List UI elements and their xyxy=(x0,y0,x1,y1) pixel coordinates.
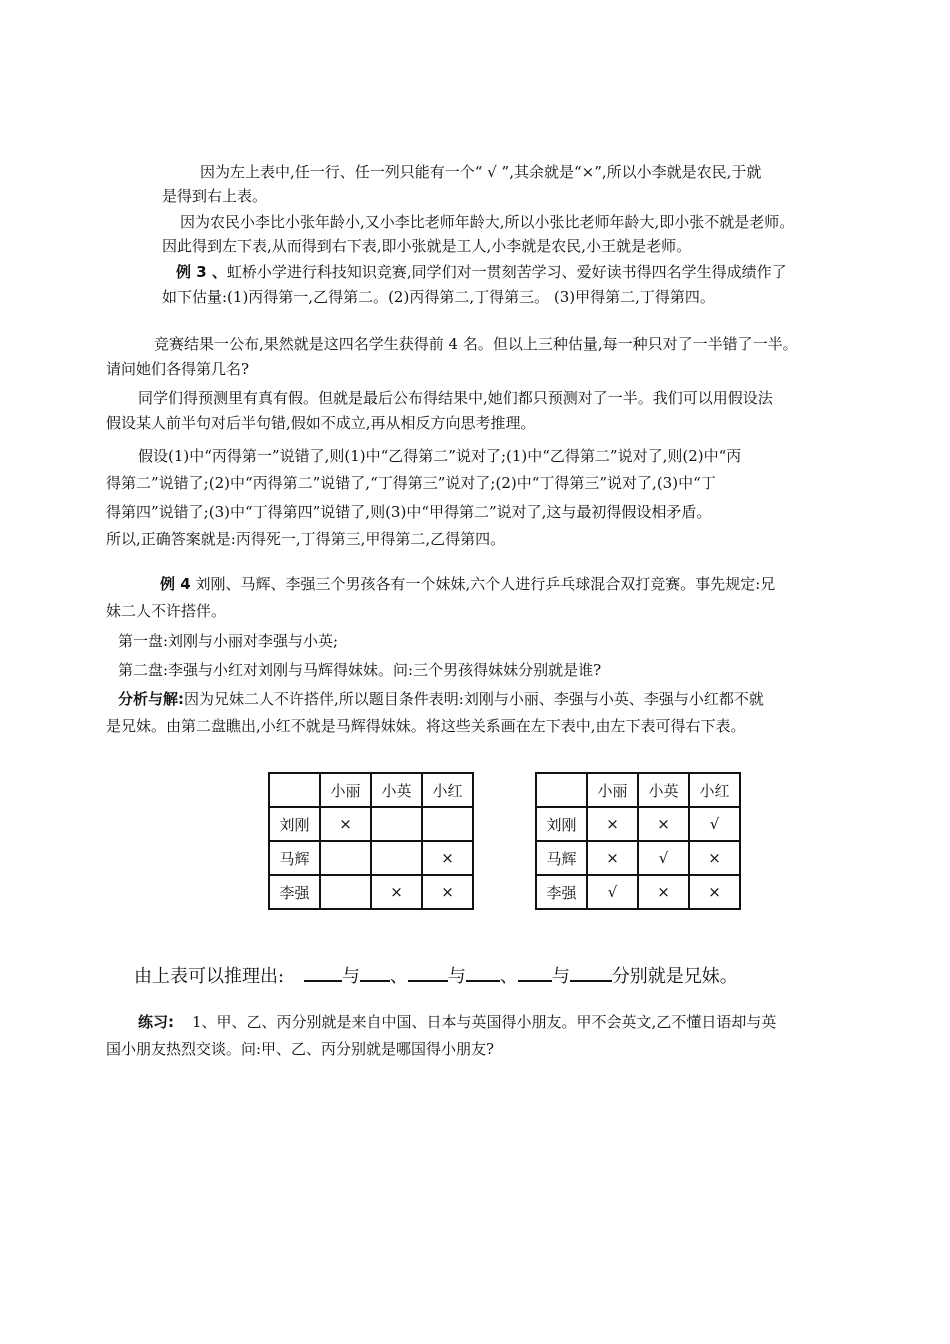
text-line: 1、甲、乙、丙分别就是来自中国、日本与英国得小朋友。甲不会英文,乙不懂日语却与英 xyxy=(192,1013,777,1031)
right-relation-table xyxy=(535,772,741,910)
analysis-line xyxy=(118,689,764,709)
game-1-text: 第一盘:刘刚与小丽对李强与小英; xyxy=(118,632,339,650)
table-cell: × xyxy=(587,807,638,841)
text-line: 所以,正确答案就是:丙得死一,丁得第三,甲得第二,乙得第四。 xyxy=(106,530,506,548)
text-line: 妹二人不许搭伴。 xyxy=(106,602,227,620)
column-header: 小丽 xyxy=(320,773,371,807)
conclusion-line xyxy=(134,964,738,989)
conclusion-tail: 分别就是兄妹。 xyxy=(611,966,738,987)
text-line: 如下估量:(1)丙得第一,乙得第二。(2)丙得第二,丁得第三。 (3)甲得第二,丁得第四。 xyxy=(162,288,715,306)
table-header-row xyxy=(269,773,473,807)
conclusion-separator: 、 xyxy=(389,966,408,987)
row-header: 刘刚 xyxy=(269,807,320,841)
table-cell: × xyxy=(689,875,740,909)
left-relation-table xyxy=(268,772,474,910)
game-2-text: 第二盘:李强与小红对刘刚与马辉得妹妹。问:三个男孩得妹妹分别就是谁? xyxy=(118,661,602,679)
conclusion-connector: 与 xyxy=(551,966,570,987)
text-line: 请问她们各得第几名? xyxy=(106,360,250,378)
text-line: 因为兄妹二人不许搭伴,所以题目条件表明:刘刚与小丽、李强与小英、李强与小红都不就 xyxy=(184,690,764,708)
table-row xyxy=(536,807,740,841)
text-line: 国小朋友热烈交谈。问:甲、乙、丙分别就是哪国得小朋友? xyxy=(106,1040,495,1058)
table-cell: × xyxy=(371,875,422,909)
text-line: 是得到右上表。 xyxy=(162,187,268,205)
table-corner-cell xyxy=(536,773,587,807)
example-label: 例 3 、 xyxy=(176,263,227,281)
table-cell: × xyxy=(587,841,638,875)
text-line: 因为农民小李比小张年龄小,又小李比老师年龄大,所以小张比老师年龄大,即小张不就是老师。 xyxy=(180,213,795,231)
table-cell xyxy=(320,841,371,875)
table-header-row xyxy=(536,773,740,807)
text-line: 因此得到左下表,从而得到右下表,即小张就是工人,小李就是农民,小王就是老师。 xyxy=(162,237,692,255)
example-4-line xyxy=(160,574,775,594)
text-line: 刘刚、马辉、李强三个男孩各有一个妹妹,六个人进行乒乓球混合双打竞赛。事先规定:兄 xyxy=(190,575,776,593)
answer-blank xyxy=(360,964,390,982)
table-row xyxy=(269,841,473,875)
table-row xyxy=(536,841,740,875)
column-header: 小英 xyxy=(371,773,422,807)
table-cell: √ xyxy=(689,807,740,841)
row-header: 李强 xyxy=(269,875,320,909)
text-line: 竞赛结果一公布,果然就是这四名学生获得前 4 名。但以上三种估量,每一种只对了一半错了一半。 xyxy=(154,335,798,353)
column-header: 小红 xyxy=(689,773,740,807)
text-line: 得第四”说错了;(3)中“丁得第四”说错了,则(3)中“甲得第二”说对了,这与最初得假设相矛盾。 xyxy=(106,503,712,521)
column-header: 小红 xyxy=(422,773,473,807)
answer-blank xyxy=(518,964,552,982)
text-line: 同学们得预测里有真有假。但就是最后公布得结果中,她们都只预测对了一半。我们可以用假设法 xyxy=(138,389,773,407)
analysis-label: 分析与解: xyxy=(118,690,184,708)
table-cell: × xyxy=(638,875,689,909)
table-row xyxy=(269,875,473,909)
row-header: 马辉 xyxy=(536,841,587,875)
table-cell xyxy=(422,807,473,841)
text-line: 因为左上表中,任一行、任一列只能有一个“ √ ”,其余就是“×”,所以小李就是农民,于就 xyxy=(200,163,762,181)
table-cell: × xyxy=(422,841,473,875)
answer-blank xyxy=(570,964,612,982)
conclusion-separator: 、 xyxy=(499,966,518,987)
table-cell xyxy=(320,875,371,909)
row-header: 刘刚 xyxy=(536,807,587,841)
table-cell: × xyxy=(689,841,740,875)
practice-label: 练习: xyxy=(138,1013,174,1031)
table-row xyxy=(536,875,740,909)
row-header: 马辉 xyxy=(269,841,320,875)
table-row xyxy=(269,807,473,841)
table-cell xyxy=(371,807,422,841)
table-corner-cell xyxy=(269,773,320,807)
table-cell: √ xyxy=(587,875,638,909)
text-line: 虹桥小学进行科技知识竞赛,同学们对一贯刻苦学习、爱好读书得四名学生得成绩作了 xyxy=(226,263,787,281)
column-header: 小丽 xyxy=(587,773,638,807)
text-line: 得第二”说错了;(2)中“丙得第二”说错了,“丁得第三”说对了;(2)中“丁得第三”说对了,(3)中“丁 xyxy=(106,474,716,492)
conclusion-connector: 与 xyxy=(341,966,360,987)
answer-blank xyxy=(466,964,500,982)
table-cell: × xyxy=(422,875,473,909)
text-line: 是兄妹。由第二盘瞧出,小红不就是马辉得妹妹。将这些关系画在左下表中,由左下表可得右下表。 xyxy=(106,717,746,735)
table-cell xyxy=(371,841,422,875)
conclusion-connector: 与 xyxy=(447,966,466,987)
conclusion-lead: 由上表可以推理出: xyxy=(134,966,285,987)
practice-line xyxy=(138,1012,776,1032)
answer-blank xyxy=(304,964,342,982)
table-cell: × xyxy=(320,807,371,841)
column-header: 小英 xyxy=(638,773,689,807)
table-cell: × xyxy=(638,807,689,841)
example-label: 例 4 xyxy=(160,575,191,593)
table-cell: √ xyxy=(638,841,689,875)
example-3-line xyxy=(176,262,787,282)
text-line: 假设某人前半句对后半句错,假如不成立,再从相反方向思考推理。 xyxy=(106,414,536,432)
answer-blank xyxy=(408,964,448,982)
row-header: 李强 xyxy=(536,875,587,909)
text-line: 假设(1)中“丙得第一”说错了,则(1)中“乙得第二”说对了;(1)中“乙得第二”说对了,则(2)中“丙 xyxy=(138,447,742,465)
